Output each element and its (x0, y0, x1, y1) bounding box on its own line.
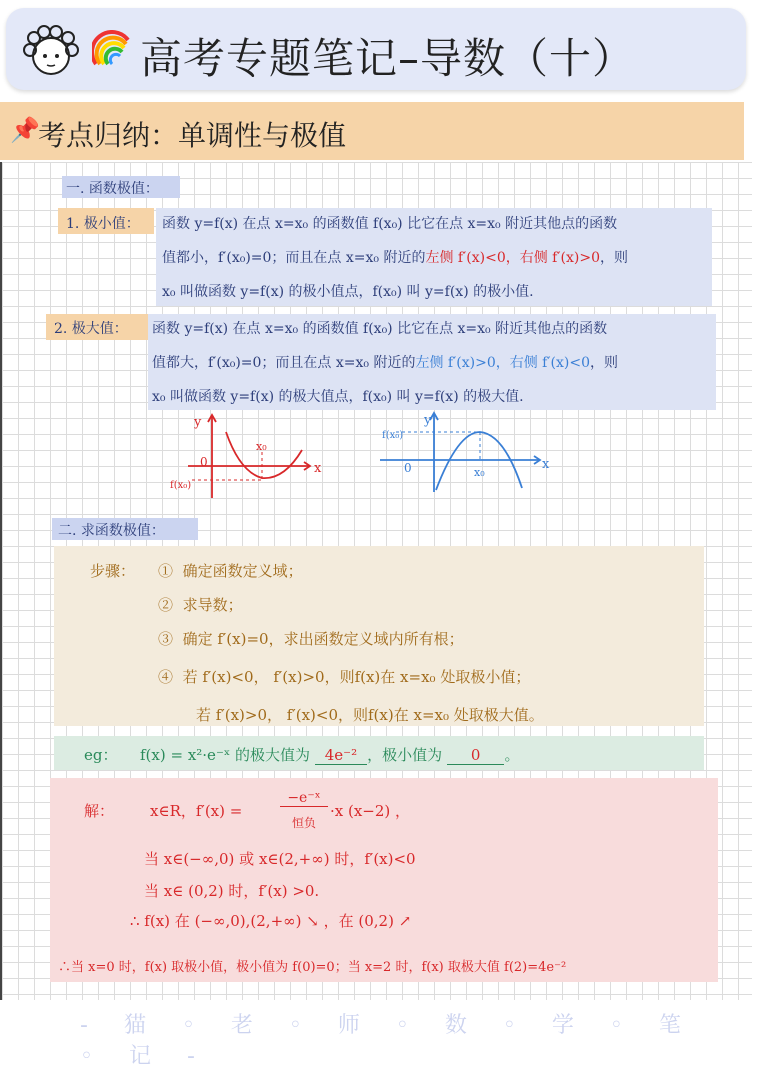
solution-line4: ∴ f(x) 在 (−∞,0),(2,+∞) ↘ ，在 (0,2) ↗ (130, 912, 412, 930)
steps-label: 步骤： (90, 562, 136, 580)
step-4: ④ 若 f′(x)<0， f′(x)>0，则f(x)在 x=x₀ 处取极小值； (158, 668, 531, 686)
max-line1: 函数 y=f(x) 在点 x=x₀ 的函数值 f(x₀) 比它在点 x=x₀ 附近其他点的函数 (152, 321, 608, 337)
graph2-fx0: f(x₀) (382, 430, 404, 441)
min-line2: 值都小，f′(x₀)=0；而且在点 x=x₀ 附近的左侧 f′(x)<0，右侧 f′(x)>0，则 (162, 250, 629, 266)
min-line1: 函数 y=f(x) 在点 x=x₀ 的函数值 f(x₀) 比它在点 x=x₀ 附近其他点的函数 (162, 216, 618, 232)
section1-heading: 一. 函数极值： (66, 181, 159, 197)
solution-line1a: x∈R，f′(x) = (150, 802, 243, 820)
section2-heading: 二. 求函数极值： (58, 523, 165, 539)
min-label: 1. 极小值： (66, 216, 140, 232)
max-label: 2. 极大值： (54, 321, 128, 337)
min-graph (168, 410, 328, 502)
graph1-origin: 0 (200, 455, 208, 469)
rainbow-icon (92, 30, 132, 66)
graph1-fx0: f(x₀) (170, 480, 192, 491)
step-3: ③ 确定 f′(x)=0，求出函数定义域内所有根； (158, 630, 464, 648)
step-1: ① 确定函数定义域； (158, 562, 303, 580)
max-graph (376, 410, 552, 496)
solution-line2: 当 x∈(−∞,0) 或 x∈(2,+∞) 时，f′(x)<0 (144, 850, 416, 868)
graph1-y-label: y (194, 415, 202, 430)
header-banner (6, 8, 746, 90)
solution-label: 解： (84, 802, 115, 820)
page-title: 高考专题笔记–导数（十） (140, 34, 636, 83)
step-2: ② 求导数； (158, 596, 243, 614)
example-text: f(x) = x²·e⁻ˣ 的极大值为 4e⁻² ，极小值为 0 。 (140, 746, 520, 764)
pushpin-icon: 📌 (10, 116, 40, 144)
watermark: -猫◦老◦师◦数◦学◦笔◦记- (80, 1013, 717, 1069)
example-label: eg： (84, 746, 118, 764)
max-line3: x₀ 叫做函数 y=f(x) 的极大值点，f(x₀) 叫 y=f(x) 的极大值. (152, 389, 524, 405)
solution-line3: 当 x∈ (0,2) 时，f′(x) >0. (144, 882, 320, 900)
section-title: 考点归纳：单调性与极值 (38, 119, 347, 152)
step-4b: 若 f′(x)>0， f′(x)<0，则f(x)在 x=x₀ 处取极大值。 (196, 706, 544, 724)
solution-conclusion: ∴当 x=0 时，f(x) 取极小值，极小值为 f(0)=0；当 x=2 时，f(x) 取极大值 f(2)=4e⁻² (58, 960, 567, 975)
graph2-y-label: y (424, 413, 432, 428)
graph2-x0: x₀ (474, 466, 485, 479)
solution-fraction-den: 恒负 (291, 816, 316, 830)
solution-line1b: ·x (x−2) ， (330, 802, 411, 820)
solution-fraction-num: −e⁻ˣ (280, 790, 328, 807)
curly-hair-avatar-icon (20, 20, 82, 82)
max-line2: 值都大，f′(x₀)=0；而且在点 x=x₀ 附近的左侧 f′(x)>0，右侧 f′(x)<0，则 (152, 355, 619, 371)
min-line3: x₀ 叫做函数 y=f(x) 的极小值点，f(x₀) 叫 y=f(x) 的极小值. (162, 284, 534, 300)
graph2-origin: 0 (404, 461, 412, 475)
graph1-x-label: x (314, 461, 322, 476)
graph2-x-label: x (542, 457, 550, 472)
graph1-x0: x₀ (256, 440, 267, 453)
subheader-banner (0, 102, 744, 160)
